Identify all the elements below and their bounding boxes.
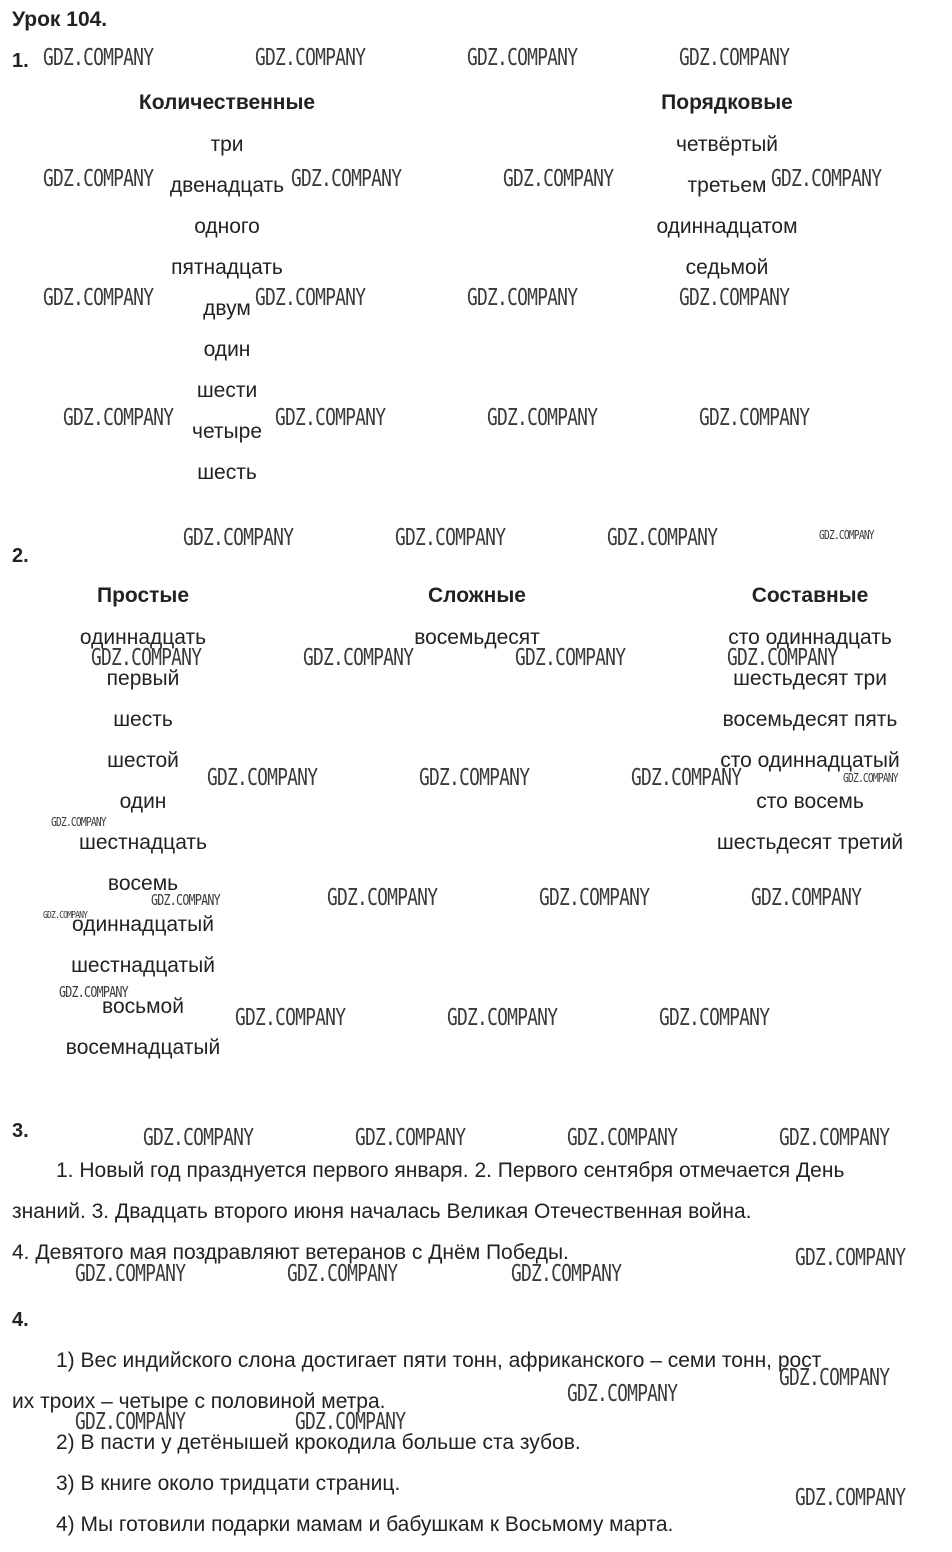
list-item: три bbox=[210, 133, 244, 156]
list-item: шестнадцатый bbox=[71, 954, 215, 977]
task-3-number: 3. bbox=[12, 1120, 29, 1142]
task-4-number: 4. bbox=[12, 1309, 29, 1331]
watermark: GDZ.COMPANY bbox=[487, 405, 598, 431]
task-4-line: 2) В пасти у детёнышей крокодила больше ста зубов. bbox=[56, 1431, 581, 1454]
watermark: GDZ.COMPANY bbox=[43, 166, 154, 192]
watermark: GDZ.COMPANY bbox=[467, 45, 578, 71]
watermark: GDZ.COMPANY bbox=[751, 885, 862, 911]
watermark: GDZ.COMPANY bbox=[355, 1125, 466, 1151]
task-2-number: 2. bbox=[12, 545, 29, 567]
list-item: одиннадцатом bbox=[656, 215, 798, 238]
list-item: шестнадцать bbox=[79, 831, 207, 854]
watermark: GDZ.COMPANY bbox=[679, 45, 790, 71]
list-item: восьмой bbox=[102, 995, 184, 1018]
list-item: сто одиннадцать bbox=[728, 626, 892, 649]
watermark: GDZ.COMPANY bbox=[151, 891, 220, 909]
watermark: GDZ.COMPANY bbox=[327, 885, 438, 911]
list-item: одного bbox=[194, 215, 260, 238]
watermark: GDZ.COMPANY bbox=[539, 885, 650, 911]
list-item: шесть bbox=[113, 708, 173, 731]
watermark: GDZ.COMPANY bbox=[295, 1409, 406, 1435]
list-item: шесть bbox=[197, 461, 257, 484]
list-item: первый bbox=[106, 667, 180, 690]
watermark: GDZ.COMPANY bbox=[819, 528, 874, 542]
watermark: GDZ.COMPANY bbox=[255, 285, 366, 311]
list-item: один bbox=[119, 790, 167, 813]
watermark: GDZ.COMPANY bbox=[51, 815, 106, 829]
watermark: GDZ.COMPANY bbox=[795, 1485, 906, 1511]
list-item: двум bbox=[203, 297, 251, 320]
list-item: двенадцать bbox=[169, 174, 285, 197]
task-1-number: 1. bbox=[12, 50, 29, 72]
watermark: GDZ.COMPANY bbox=[287, 1261, 398, 1287]
task-1-header-ordinal: Порядковые bbox=[661, 91, 793, 114]
list-item: шестьдесят три bbox=[733, 667, 887, 690]
watermark: GDZ.COMPANY bbox=[43, 285, 154, 311]
watermark: GDZ.COMPANY bbox=[515, 645, 626, 671]
watermark: GDZ.COMPANY bbox=[291, 166, 402, 192]
watermark: GDZ.COMPANY bbox=[207, 765, 318, 791]
watermark: GDZ.COMPANY bbox=[255, 45, 366, 71]
task-4-line: их троих – четыре с половиной метра. bbox=[12, 1390, 386, 1413]
watermark: GDZ.COMPANY bbox=[779, 1365, 890, 1391]
watermark: GDZ.COMPANY bbox=[183, 525, 294, 551]
watermark: GDZ.COMPANY bbox=[659, 1005, 770, 1031]
list-item: шести bbox=[196, 379, 258, 402]
watermark: GDZ.COMPANY bbox=[91, 645, 202, 671]
task-3-line: 1. Новый год празднуется первого января. 2. Первого сентября отмечается День bbox=[56, 1159, 845, 1182]
watermark: GDZ.COMPANY bbox=[63, 405, 174, 431]
watermark: GDZ.COMPANY bbox=[143, 1125, 254, 1151]
watermark: GDZ.COMPANY bbox=[795, 1245, 906, 1271]
task-3-line: 4. Девятого мая поздравляют ветеранов с Днём Победы. bbox=[12, 1241, 569, 1264]
list-item: пятнадцать bbox=[171, 256, 283, 279]
watermark: GDZ.COMPANY bbox=[43, 910, 88, 921]
watermark: GDZ.COMPANY bbox=[503, 166, 614, 192]
watermark: GDZ.COMPANY bbox=[419, 765, 530, 791]
watermark: GDZ.COMPANY bbox=[727, 645, 838, 671]
list-item: восемь bbox=[107, 872, 179, 895]
watermark: GDZ.COMPANY bbox=[607, 525, 718, 551]
watermark: GDZ.COMPANY bbox=[303, 645, 414, 671]
list-item: восемьдесят пять bbox=[722, 708, 898, 731]
watermark: GDZ.COMPANY bbox=[511, 1261, 622, 1287]
list-item: четыре bbox=[192, 420, 262, 443]
list-item: сто одиннадцатый bbox=[720, 749, 900, 772]
list-item: один bbox=[203, 338, 251, 361]
task-2-header-simple: Простые bbox=[96, 584, 190, 607]
task-4-line: 4) Мы готовили подарки мамам и бабушкам к Восьмому марта. bbox=[56, 1513, 674, 1536]
watermark: GDZ.COMPANY bbox=[59, 983, 128, 1001]
watermark: GDZ.COMPANY bbox=[447, 1005, 558, 1031]
watermark: GDZ.COMPANY bbox=[679, 285, 790, 311]
watermark: GDZ.COMPANY bbox=[275, 405, 386, 431]
watermark: GDZ.COMPANY bbox=[843, 771, 898, 785]
watermark: GDZ.COMPANY bbox=[395, 525, 506, 551]
list-item: восемнадцатый bbox=[65, 1036, 221, 1059]
watermark: GDZ.COMPANY bbox=[43, 45, 154, 71]
watermark: GDZ.COMPANY bbox=[75, 1261, 186, 1287]
list-item: четвёртый bbox=[675, 133, 779, 156]
task-2-header-compound: Составные bbox=[751, 584, 869, 607]
task-3-line: знаний. 3. Двадцать второго июня началась Великая Отечественная война. bbox=[12, 1200, 752, 1223]
watermark: GDZ.COMPANY bbox=[75, 1409, 186, 1435]
watermark: GDZ.COMPANY bbox=[467, 285, 578, 311]
task-4-line: 3) В книге около тридцати страниц. bbox=[56, 1472, 401, 1495]
watermark: GDZ.COMPANY bbox=[699, 405, 810, 431]
list-item: одиннадцать bbox=[79, 626, 207, 649]
list-item: шестой bbox=[107, 749, 179, 772]
list-item: третьем bbox=[687, 174, 767, 197]
list-item: одиннадцатый bbox=[71, 913, 215, 936]
task-2-header-complex: Сложные bbox=[428, 584, 526, 607]
task-1-header-cardinal: Количественные bbox=[138, 91, 316, 114]
list-item: восемьдесят bbox=[414, 626, 540, 649]
watermark: GDZ.COMPANY bbox=[779, 1125, 890, 1151]
list-item: сто восемь bbox=[756, 790, 864, 813]
task-4-line: 1) Вес индийского слона достигает пяти тонн, африканского – семи тонн, рост bbox=[56, 1349, 822, 1372]
watermark: GDZ.COMPANY bbox=[631, 765, 742, 791]
lesson-title: Урок 104. bbox=[12, 8, 108, 31]
watermark: GDZ.COMPANY bbox=[235, 1005, 346, 1031]
list-item: седьмой bbox=[685, 256, 769, 279]
watermark: GDZ.COMPANY bbox=[771, 166, 882, 192]
watermark: GDZ.COMPANY bbox=[567, 1381, 678, 1407]
watermark: GDZ.COMPANY bbox=[567, 1125, 678, 1151]
list-item: шестьдесят третий bbox=[716, 831, 904, 854]
